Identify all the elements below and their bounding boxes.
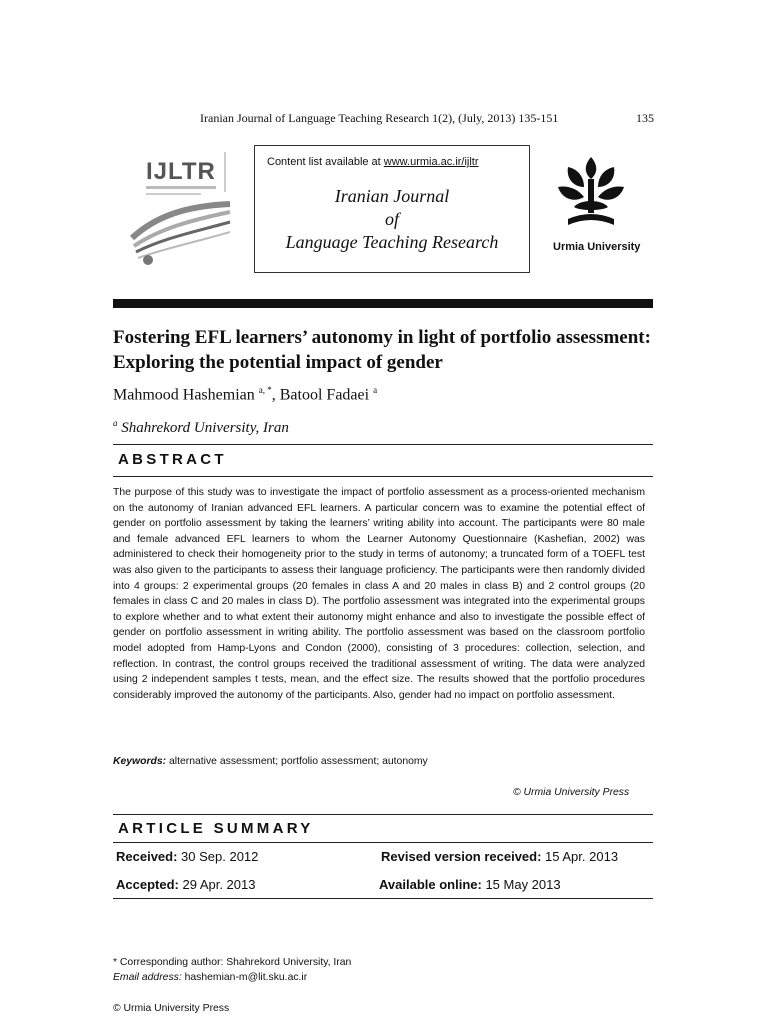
press-credit: © Urmia University Press <box>513 787 630 798</box>
author-2: , Batool Fadaei <box>271 386 370 404</box>
abstract-heading: ABSTRACT <box>118 451 227 468</box>
divider <box>113 814 653 815</box>
journal-cover <box>126 146 234 272</box>
urmia-emblem-icon <box>554 153 628 229</box>
abstract-text: The purpose of this study was to investigate the impact of portfolio assessment as a process-oriented mechanism on the autonomy of Iranian advanced EFL learners. A particular concern was to examine the potential effect of gender on portfolio assessment by taking the learners’ writing ability into account. The participants were 80 male and female advanced EFL learners to whom the Learner Autonomy Questionnaire (Kashefian, 2002) was administered to check their homogeneity prior to the study in terms of autonomy; a truncated form of a TOEFL test was also given to the participants to assess their language proficiency. The participants were then randomly divided into 4 groups: 2 experimental groups (20 females in class A and 20 males in class B) and 2 control groups (20 females in class C and 20 males in class D). The portfolio assessment was integrated into the experimental groups to explore whether and to what extent their autonomy might enhance and also to investigate the possible effect of gender on portfolio assessment in writing ability. The portfolio assessment was based on the classroom portfolio model adopted from Hamp-Lyons and Condon (2000), consisting of 3 procedures: collection, selection, and reflection. In contrast, the control groups received the traditional assessment of writing. The data were analyzed using 2 independent samples t tests, mean, and the effect size. The results showed that the portfolio procedures considerably improved the autonomy of the participants. Also, gender had no impact on portfolio assessment. <box>113 487 645 701</box>
running-header: Iranian Journal of Language Teaching Research 1(2), (July, 2013) 135-151 <box>200 111 559 125</box>
corresponding-author: * Corresponding author: Shahrekord University, Iran <box>113 957 352 968</box>
divider <box>113 476 653 477</box>
online-label: Available online: <box>379 877 482 892</box>
university-name: Urmia University <box>553 241 641 253</box>
divider <box>113 444 653 445</box>
content-list-line <box>267 156 479 168</box>
online-value: 15 May 2013 <box>481 877 561 892</box>
email-label: Email address: <box>113 972 182 983</box>
journal-title-line-2: of <box>384 209 399 229</box>
article-title: Fostering EFL learners’ autonomy in light of portfolio assessment: Exploring the potential impact of gender <box>113 327 651 373</box>
content-list-prefix: Content list available at <box>267 156 384 168</box>
accepted-date <box>116 877 255 892</box>
journal-url-link[interactable]: www.urmia.ac.ir/ijltr <box>383 156 479 168</box>
email-address[interactable]: hashemian-m@lit.sku.ac.ir <box>181 972 308 983</box>
revised-value: 15 Apr. 2013 <box>541 849 619 864</box>
footer-copyright: © Urmia University Press <box>113 1003 230 1014</box>
journal-title-line-3: Language Teaching Research <box>285 232 499 252</box>
author-2-affil-mark: a <box>373 385 378 395</box>
journal-info-box <box>254 145 530 273</box>
page-number: 135 <box>636 111 654 125</box>
online-date <box>379 877 561 892</box>
received-label: Received: <box>116 849 178 864</box>
revised-label: Revised version received: <box>381 849 542 864</box>
email-line <box>113 972 307 983</box>
summary-heading: ARTICLE SUMMARY <box>118 820 314 837</box>
affiliation <box>113 418 289 437</box>
divider <box>113 842 653 843</box>
accepted-value: 29 Apr. 2013 <box>178 877 256 892</box>
header-divider <box>113 299 653 308</box>
divider <box>113 898 653 899</box>
affiliation-mark: a <box>113 418 118 428</box>
accepted-label: Accepted: <box>116 877 179 892</box>
journal-title-line-1: Iranian Journal <box>334 186 450 206</box>
journal-cover-wave-icon <box>126 146 234 272</box>
author-1: Mahmood Hashemian <box>113 386 255 404</box>
keywords-label: Keywords: <box>113 756 167 767</box>
cover-logo: IJLTR <box>146 158 216 185</box>
keywords-list: alternative assessment; portfolio assessment; autonomy <box>166 756 428 767</box>
received-value: 30 Sep. 2012 <box>177 849 259 864</box>
authors <box>113 385 377 404</box>
keywords <box>113 756 428 767</box>
author-1-affil-mark: a, * <box>258 385 272 395</box>
revised-date <box>381 849 618 864</box>
affiliation-text: Shahrekord University, Iran <box>121 420 289 436</box>
received-date <box>116 849 258 864</box>
